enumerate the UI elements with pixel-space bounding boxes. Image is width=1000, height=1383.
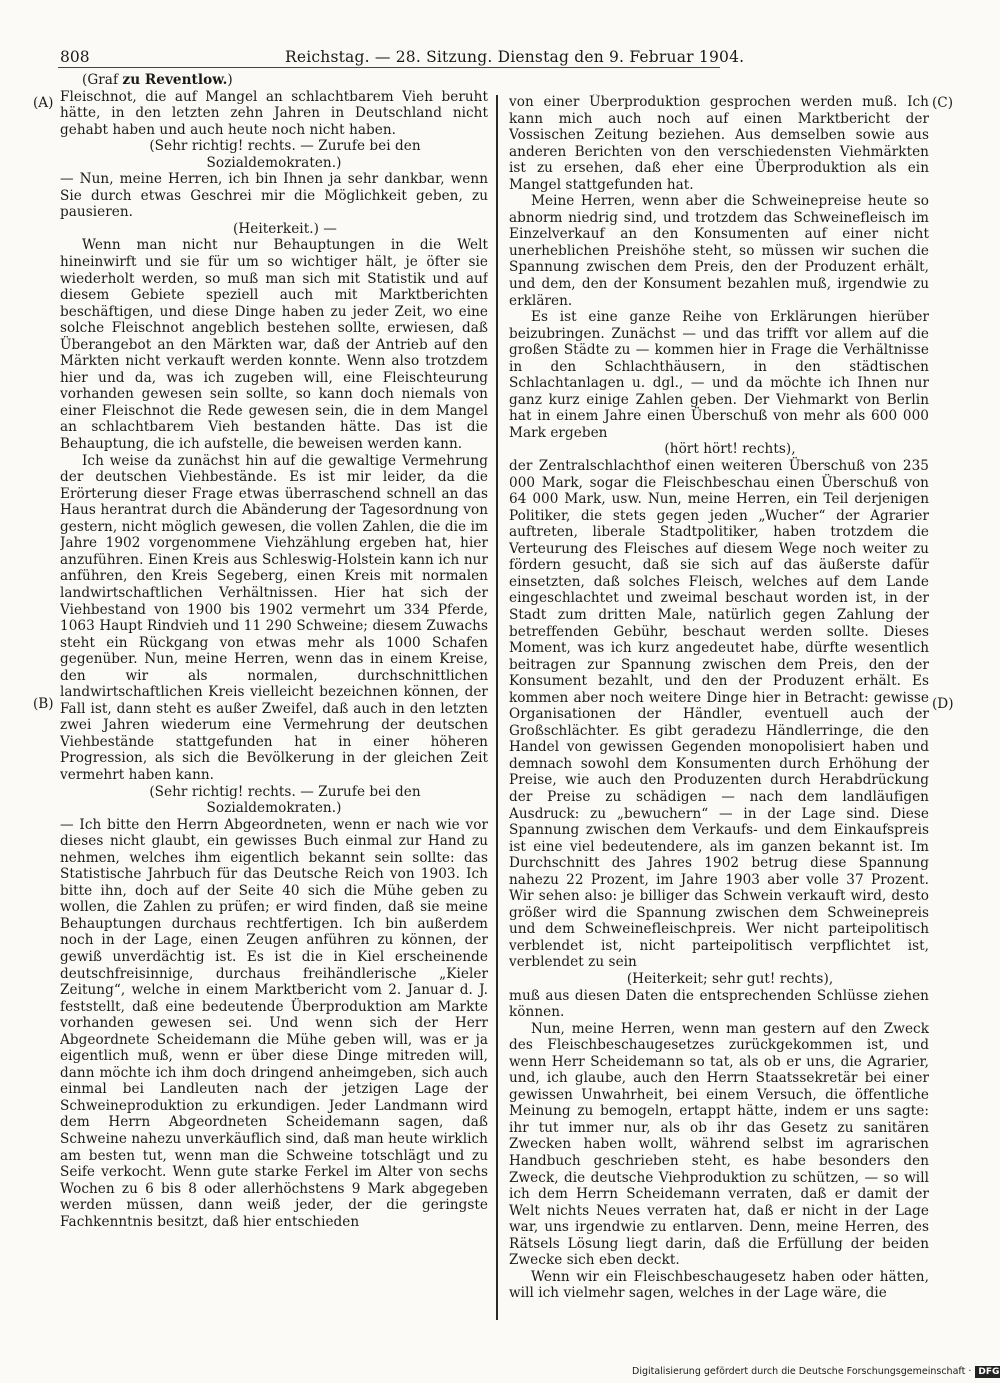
- interjection: (Sehr richtig! rechts. — Zurufe bei den Sozialdemokraten.): [149, 138, 421, 171]
- digitization-credit: [632, 1365, 1000, 1379]
- dfg-logo: DFG: [975, 1366, 1000, 1378]
- paragraph: von einer Überproduktion gesprochen werden muß. Ich kann mich auch noch auf einen Marktbericht der Vossischen Zeitung beziehen. Aus demselben sowie aus anderen Berichten von den verschiedensten Viehmärkten ist zu ersehen, daß eher eine Überproduktion als ein Mangel stattgefunden hat.: [509, 94, 929, 193]
- speaker-name: zu Reventlow.: [122, 72, 228, 88]
- margin-marker-a: (A): [33, 95, 54, 111]
- speaker-attribution: (Graf zu Reventlow.): [82, 72, 233, 88]
- credit-text: Digitalisierung gefördert durch die Deutsche Forschungsgemeinschaft ·: [632, 1366, 972, 1377]
- margin-marker-b: (B): [33, 696, 54, 712]
- paragraph: muß aus diesen Daten die entsprechenden Schlüsse ziehen können.: [509, 987, 929, 1021]
- column-rule: [496, 95, 498, 1320]
- paragraph: Nun, meine Herren, wenn man gestern auf den Zweck des Fleischbeschaugesetzes zurückgekommen ist, und wenn Herr Scheidemann so tat, als ob er uns, die Agrarier, und, ich glaube, auch den Herrn Staatssekretär bei einer gewissen Unwahrheit, bei einem Versuch, die öffentliche Meinung zu bemogeln, ertappt hätte, indem er uns sagte: ihr tut immer nur, als ob ihr das Gesetz zu sanitären Zwecken haben wollt, während selbst im agrarischen Handbuch geschrieben steht, es habe besonders den Zweck, die deutsche Viehproduktion zu schützen, — so will ich dem Herrn Scheidemann verraten, daß er damit der Welt nichts Neues verraten hat, daß er nicht in der Lage war, uns irgendwie zu entlarven. Denn, meine Herren, des Rätsels Lösung liegt darin, daß die Erfüllung der beiden Zwecke sich eben deckt.: [509, 1020, 929, 1269]
- running-title: Reichstag. — 28. Sitzung. Dienstag den 9. Februar 1904.: [285, 48, 745, 66]
- interjection: (hört hört! rechts),: [664, 441, 796, 458]
- paragraph: der Zentralschlachthof einen weiteren Überschuß von 235 000 Mark, sogar die Fleischbeschau einen Überschuß von 64 000 Mark, usw. Nun, meine Herren, ein Teil derjenigen Politiker, die stets gegen jeden „Wucher“ der Agrarier auftreten, liberale Stadtpolitiker, haben trotzdem die Verteurung des Fleisches auf diesem Wege noch weiter zu fördern gesucht, daß sie sich auf das äußerste dafür einsetzten, daß solches Fleisch, welches auf dem Lande eingeschlachtet und zweimal beschaut worden ist, in der Stadt zum dritten Male, natürlich gegen Zahlung der betreffenden Gebühr, beschaut werden sollte. Dieses Moment, was ich kurz angedeutet habe, dürfte wesentlich beitragen zur Spannung zwischen dem Preis, den der Konsument bezahlt, und den der Produzent erhält. Es kommen aber noch weitere Dinge hier in Betracht: gewisse Organisationen der Händler, eventuell auch der Großschlächter. Es gibt geradezu Händlerringe, die den Handel von gewissen Gegenden monopolisiert haben und demnach sowohl dem Konsumenten durch Erhöhung der Preise, wie auch den Produzenten durch Herabdrückung der Preise zu schädigen — nach dem landläufigen Ausdruck: zu „bewuchern“ — in der Lage sind. Diese Spannung zwischen dem Verkaufs- und dem Einkaufspreis ist eine viel bedeutendere, als im ganzen bekannt ist. Im Durchschnitt des Jahres 1902 betrug diese Spannung nahezu 22 Prozent, im Jahre 1903 aber volle 37 Prozent. Wir sehen also: je billiger das Schwein verkauft wird, desto größer wird die Spannung zwischen dem Schweinepreis und dem Schweinefleischpreis. Wer nicht parteipolitisch verblendet ist, nicht parteipolitisch verpflichtet ist, verblendet zu sein: [509, 458, 929, 971]
- paragraph: — Ich bitte den Herrn Abgeordneten, wenn er nach wie vor dieses nicht glaubt, ein gewisses Buch einmal zur Hand zu nehmen, welches ihm eigentlich bekannt sein sollte: das Statistische Jahrbuch für das Deutsche Reich von 1903. Ich bitte ihn, doch auf der Seite 40 sich die Mühe geben zu wollen, die Zahlen zu prüfen; er wird finden, daß sie meine Behauptungen durchaus rechtfertigen. Ich bin außerdem noch in der Lage, einen Zeugen anführen zu können, der gewiß unverdächtig ist. Es ist die in Kiel erscheinende deutschfreisinnige, durchaus freihändlerische „Kieler Zeitung“, welche in einem Marktbericht vom 2. Januar d. J. feststellt, daß eine bedeutende Überproduktion am Markte vorhanden gewesen sei. Und wenn sich der Herr Abgeordnete Scheidemann die Mühe geben will, was er ja eigentlich muß, wenn er über diese Dinge mitreden will, dann möchte ich ihm doch dringend anheimgeben, sich auch einmal bei Landleuten nach der jetzigen Lage der Schweineproduktion zu erkundigen. Jeder Landmann wird dem Herrn Abgeordneten Scheidemann sagen, daß Schweine nahezu unverkäuflich sind, daß man heute wirklich am besten tut, wenn man die Schweine totschlägt und zu Seife verkocht. Wenn gute starke Ferkel im Alter von sechs Wochen zu 6 bis 8 oder allerhöchstens 9 Mark abgegeben werden müssen, dann weiß jeder, der die geringste Fachkenntnis besitzt, daß hier entschieden: [60, 816, 488, 1230]
- paragraph: Es ist eine ganze Reihe von Erklärungen hierüber beizubringen. Zunächst — und das trifft vor allem auf die großen Städte zu — kommen hier in Frage die Verhältnisse in den Schlachthäusern, in den städtischen Schlachtanlagen u. dgl., — und da möchte ich Ihnen nur ganz kurz einige Zahlen geben. Der Viehmarkt von Berlin hat in einem Jahre einen Überschuß von mehr als 600 000 Mark ergeben: [509, 309, 929, 441]
- interjection: (Heiterkeit.) —: [233, 220, 337, 237]
- page-header: [60, 46, 745, 68]
- left-column: [60, 72, 488, 1322]
- margin-marker-c: (C): [932, 95, 954, 111]
- paragraph: Wenn man nicht nur Behauptungen in die Welt hineinwirft und sie für um so wichtiger hält, je öfter sie wiederholt werden, so muß man sich mit Statistik und auf diesem Gebiete speziell auch mit Marktberichten beschäftigen, und diese Dinge haben zu jeder Zeit, wo eine solche Fleischnot angeblich bestehen sollte, erwiesen, daß Überangebot an den Märkten war, daß der Antrieb auf den Märkten nicht verkauft werden konnte. Wenn also trotzdem hier und da, was ich zugeben will, eine Fleischteurung vorhanden gewesen sein sollte, so kann doch niemals von einer Fleischnot die Rede gewesen sein, die in dem Mangel an schlachtbarem Vieh bestanden hätte. Das ist die Behauptung, die ich aufstelle, die beweisen werden kann.: [60, 237, 488, 453]
- paragraph: Ich weise da zunächst hin auf die gewaltige Vermehrung der deutschen Viehbestände. Es ist mir leider, da die Erörterung dieser Frage etwas überraschend schnell an das Haus herantrat durch die Abänderung der Tagesordnung von gestern, nicht möglich gewesen, die vollen Zahlen, die die im Jahre 1902 vorgenommene Viehzählung ergeben hat, hier anzuführen. Einen Kreis aus Schleswig-Holstein kann ich nur anführen, den Kreis Segeberg, einen Kreis mit normalen landwirtschaftlichen Verhältnissen. Hier hat sich der Viehbestand von 1900 bis 1902 vermehrt um 334 Pferde, 1063 Haupt Rindvieh und 11 290 Schweine; diesem Zuwachs steht ein Rückgang von etwas mehr als 1000 Schafen gegenüber. Nun, meine Herren, wenn das in einem Kreise, den wir als normalen, durchschnittlichen landwirtschaftlichen Kreis vielleicht bezeichnen können, der Fall ist, dann steht es außer Zweifel, daß auch in den letzten zwei Jahren wiederum eine Vermehrung der deutschen Viehbestände stattgefunden hat in einer höheren Progression, als sich die Bevölkerung in der gleichen Zeit vermehrt haben kann.: [60, 452, 488, 783]
- paragraph: — Nun, meine Herren, ich bin Ihnen ja sehr dankbar, wenn Sie durch etwas Geschrei mir die Möglichkeit geben, zu pausieren.: [60, 171, 488, 221]
- paragraph: Wenn wir ein Fleischbeschaugesetz haben oder hätten, will ich vielmehr sagen, welches in der Lage wäre, die: [509, 1268, 929, 1302]
- paragraph: Meine Herren, wenn aber die Schweinepreise heute so abnorm niedrig sind, und trotzdem das Schweinefleisch im Einzelverkauf an den Konsumenten auf einer nicht unerheblichen Preishöhe steht, so müssen wir suchen die Spannung zwischen dem Preis, den der Produzent erhält, und dem, den der Konsument bezahlen muß, irgendwie zu erklären.: [509, 193, 929, 309]
- margin-marker-d: (D): [932, 696, 954, 712]
- paragraph: Fleischnot, die auf Mangel an schlachtbarem Vieh beruht hätte, in den letzten zehn Jahren in Deutschland nicht gehabt haben und auch heute noch nicht haben.: [60, 88, 488, 138]
- interjection: (Sehr richtig! rechts. — Zurufe bei den Sozialdemokraten.): [149, 783, 421, 817]
- interjection: (Heiterkeit; sehr gut! rechts),: [626, 970, 834, 987]
- header-rule: [58, 67, 720, 68]
- page-number: 808: [60, 48, 90, 66]
- right-column: [509, 94, 929, 1344]
